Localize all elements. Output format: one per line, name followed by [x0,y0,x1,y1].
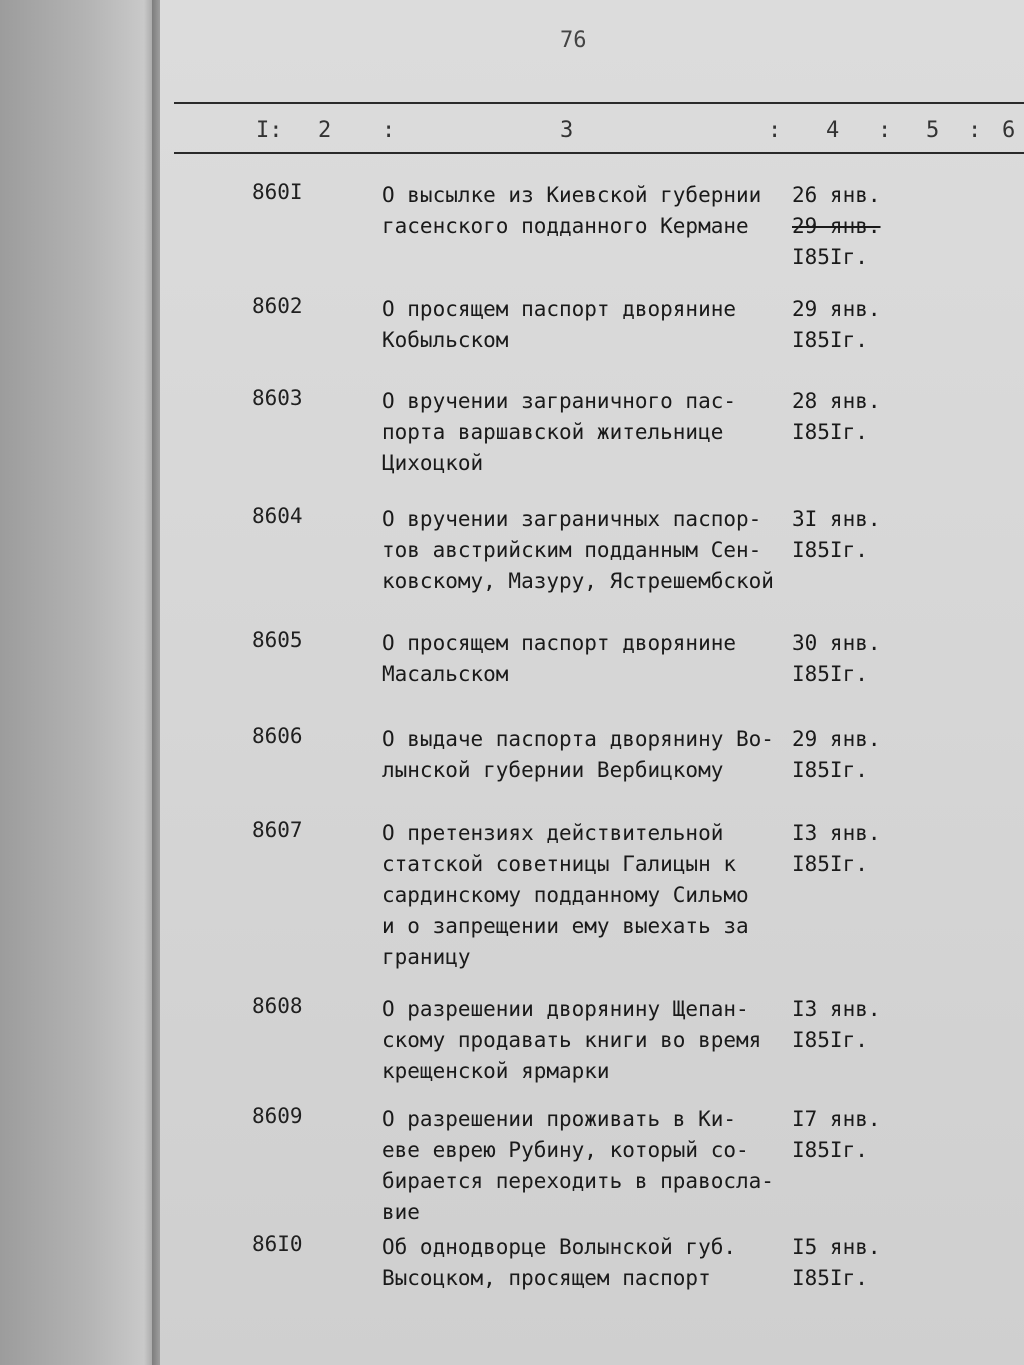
entry-title: О претензиях действительной статской советницы Галицын к сардинскому подданному Сильмо и о запрещении ему выехать за границу [382,821,749,969]
entry-title: О просящем паспорт дворянине Масальском [382,631,737,686]
entry-date: 26 янв. 29 янв. I85Iг. [792,180,892,273]
entry-date: 29 янв. I85Iг. [792,727,881,782]
entry-number: 860I [252,180,303,204]
entry-title: О вручении заграничного пас- порта варшавской жительнице Цихоцкой [382,389,737,475]
entry-date: I5 янв. I85Iг. [792,1235,881,1290]
entry-title: О разрешении проживать в Ки- еве еврею Рубину, который со- бирается переходить в правосла- вие [382,1107,774,1224]
table-top-rule [174,102,1024,104]
entry-title: О вручении заграничных паспор- тов австрийским подданным Сен- ковскому, Мазуру, Ястрешембской [382,507,774,593]
column-header-6: 6 [1002,118,1016,143]
entry-number: 8608 [252,994,303,1018]
entry-number: 8602 [252,294,303,318]
entry-date: I7 янв. I85Iг. [792,1107,881,1162]
column-separator: : [878,118,892,143]
entry-number: 8604 [252,504,303,528]
entry-title: Об однодворце Волынской губ. Высоцком, просящем паспорт [382,1235,737,1290]
entry-number: 8605 [252,628,303,652]
entry-title: О просящем паспорт дворянине Кобыльском [382,297,737,352]
table-header-rule [174,152,1024,154]
entry-number: 8603 [252,386,303,410]
entry-number: 8609 [252,1104,303,1128]
entry-date: 30 янв. I85Iг. [792,631,881,686]
entry-date: 28 янв. I85Iг. [792,389,881,444]
column-separator: : [968,118,982,143]
column-header-1: I: [256,118,283,143]
column-header-3: 3 [560,118,574,143]
column-header-4: 4 [826,118,840,143]
column-separator: : [382,118,396,143]
entry-number: 8607 [252,818,303,842]
entry-date: 29 янв. I85Iг. [792,297,881,352]
entry-date: I3 янв. I85Iг. [792,997,881,1052]
column-header-5: 5 [926,118,940,143]
entry-date: I3 янв. I85Iг. [792,821,881,876]
column-separator: : [768,118,782,143]
document-page [160,0,1024,1365]
entry-title: О высылке из Киевской губернии гасенского подданного Кермане [382,183,762,238]
struck-date: 29 янв. [792,214,881,238]
entry-title: О разрешении дворянину Щепан- скому продавать книги во время крещенской ярмарки [382,997,762,1083]
entry-title: О выдаче паспорта дворянину Во- лынской губернии Вербицкому [382,727,774,782]
page-number: 76 [560,28,587,53]
entry-number: 86I0 [252,1232,303,1256]
entry-date: 3I янв. I85Iг. [792,507,881,562]
column-header-2: 2 [318,118,332,143]
entry-number: 8606 [252,724,303,748]
left-page-edge [0,0,160,1365]
